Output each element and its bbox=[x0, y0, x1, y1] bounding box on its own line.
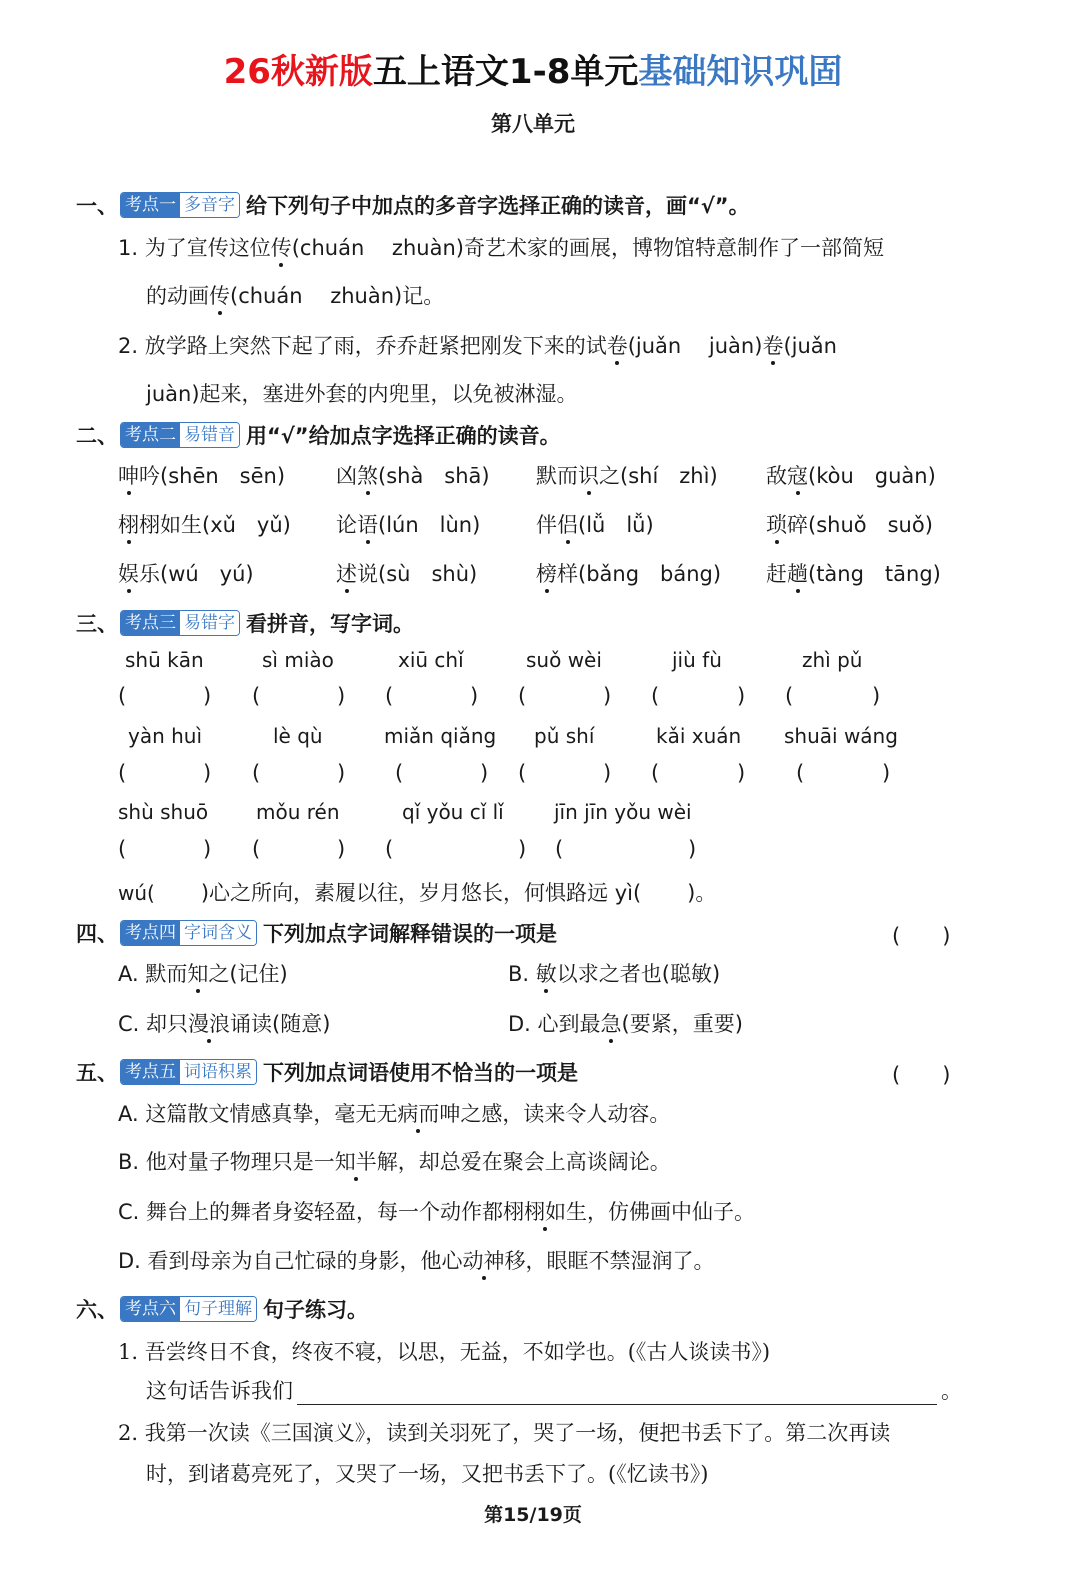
section-4-heading bbox=[76, 918, 557, 948]
s1-q2-line2: juàn)起来，塞进外套的内兜里，以免被淋湿。 bbox=[146, 382, 578, 406]
text: (kòu guàn) bbox=[808, 464, 936, 488]
answer-blank[interactable] bbox=[407, 761, 480, 789]
answer-paren-open: ( bbox=[385, 837, 394, 861]
s3-last-line bbox=[118, 877, 716, 907]
dotted-char: 娱 bbox=[118, 562, 139, 586]
pinyin-label: kǎi xuán bbox=[656, 724, 742, 748]
dotted-char: 知 bbox=[187, 962, 209, 986]
answer-paren-open: ( bbox=[651, 761, 660, 785]
badge-label: 考点一 bbox=[121, 193, 180, 217]
pinyin-label: shū kān bbox=[125, 648, 204, 672]
dotted-char: 述 bbox=[336, 562, 357, 586]
text: 样(bǎng báng) bbox=[557, 562, 722, 586]
badge-topic: 句子理解 bbox=[180, 1297, 256, 1321]
s2-item[interactable] bbox=[336, 509, 480, 539]
section-number: 四、 bbox=[76, 922, 118, 946]
answer-blank[interactable] bbox=[264, 761, 337, 789]
answer-paren-close: ) bbox=[518, 837, 527, 861]
unit-subtitle: 第八单元 bbox=[491, 112, 575, 136]
section-instruction: 给下列句子中加点的多音字选择正确的读音，画“√”。 bbox=[246, 194, 750, 218]
section-number: 五、 bbox=[76, 1061, 118, 1085]
answer-blank[interactable] bbox=[264, 684, 337, 712]
s1-q1-line1 bbox=[118, 232, 884, 262]
badge-label: 考点二 bbox=[121, 423, 180, 447]
section-number: 二、 bbox=[76, 424, 118, 448]
answer-paren-open: ( bbox=[385, 684, 394, 708]
answer-paren-open: ( bbox=[118, 761, 127, 785]
section-instruction: 用“√”给加点字选择正确的读音。 bbox=[246, 424, 561, 448]
answer-blank[interactable] bbox=[797, 684, 872, 712]
pinyin-label: suǒ wèi bbox=[526, 648, 602, 672]
pinyin-label: qǐ yǒu cǐ lǐ bbox=[402, 800, 504, 824]
s2-item[interactable] bbox=[336, 460, 490, 490]
s5-option-d[interactable] bbox=[118, 1245, 715, 1275]
page-title bbox=[0, 44, 1066, 93]
section-badge bbox=[120, 1296, 257, 1322]
answer-blank[interactable] bbox=[130, 761, 203, 789]
page-number: 第15/19页 bbox=[484, 1504, 582, 1526]
title-red-part: 26秋新版 bbox=[223, 52, 373, 92]
text: C. 舞台上的舞者身姿轻盈，每一个动作都 bbox=[118, 1200, 504, 1224]
s2-item[interactable] bbox=[766, 460, 936, 490]
text: 2. 放学路上突然下起了雨，乔乔赶紧把刚发下来的试 bbox=[118, 334, 607, 358]
section-badge bbox=[120, 1059, 257, 1085]
s6-q2-line1: 2. 我第一次读《三国演义》，读到关羽死了，哭了一场，便把书丢下了。第二次再读 bbox=[118, 1421, 891, 1445]
text: (lún lùn) bbox=[378, 513, 481, 537]
text: (juǎn bbox=[783, 334, 837, 358]
text: 1. 为了宣传这位 bbox=[118, 236, 271, 260]
text: 默而 bbox=[536, 464, 578, 488]
answer-blank[interactable] bbox=[530, 684, 603, 712]
text: 这句话告诉我们 bbox=[146, 1379, 293, 1403]
badge-topic: 易错音 bbox=[180, 423, 239, 447]
text: 论 bbox=[336, 513, 357, 537]
answer-paren-open: ( bbox=[796, 761, 805, 785]
s2-item[interactable] bbox=[336, 558, 477, 588]
text: (tàng tāng) bbox=[808, 562, 941, 586]
badge-label: 考点五 bbox=[121, 1060, 180, 1084]
text: A. 这篇散文情感真挚，毫无 bbox=[118, 1102, 377, 1126]
s4-option-a[interactable] bbox=[118, 958, 288, 988]
dotted-char: 卷 bbox=[606, 334, 628, 358]
s1-q2-line1 bbox=[118, 330, 837, 360]
badge-topic: 词语积累 bbox=[180, 1060, 256, 1084]
pinyin-label: shù shuō bbox=[118, 800, 209, 824]
dotted-char: 传 bbox=[209, 284, 230, 308]
answer-paren-open: ( bbox=[785, 684, 794, 708]
s2-item[interactable] bbox=[536, 558, 721, 588]
section-badge bbox=[120, 920, 257, 946]
s4-answer-box[interactable]: ( ) bbox=[892, 924, 951, 948]
text: D. 看到母亲为自己忙碌的身影，他 bbox=[118, 1249, 442, 1273]
s5-option-b[interactable] bbox=[118, 1146, 671, 1176]
section-number: 一、 bbox=[76, 194, 118, 218]
dotted-char: 漫浪 bbox=[188, 1012, 231, 1036]
section-instruction: 看拼音，写字词。 bbox=[246, 612, 414, 636]
pinyin-label: yàn huì bbox=[128, 724, 203, 748]
answer-blank[interactable] bbox=[264, 837, 337, 865]
dotted-char: 急 bbox=[600, 1012, 622, 1036]
s4-option-d[interactable] bbox=[508, 1008, 743, 1038]
s2-item[interactable] bbox=[766, 509, 933, 539]
answer-blank[interactable] bbox=[397, 684, 470, 712]
text: 之(shí zhì) bbox=[599, 464, 718, 488]
badge-topic: 多音字 bbox=[180, 193, 239, 217]
text: (lǚ lǚ) bbox=[578, 513, 654, 537]
answer-blank[interactable] bbox=[130, 684, 203, 712]
text: 栩如生(xǔ yǔ) bbox=[139, 513, 291, 537]
pinyin-label: lè qù bbox=[273, 724, 323, 748]
text: 之感，读来令人动容。 bbox=[460, 1102, 671, 1126]
answer-blank[interactable] bbox=[130, 837, 203, 865]
dotted-char: 煞 bbox=[357, 464, 378, 488]
pinyin-label: jīn jīn yǒu wèi bbox=[554, 800, 692, 824]
s2-item[interactable] bbox=[118, 509, 291, 539]
answer-paren-close: ) bbox=[337, 837, 346, 861]
answer-paren-open: ( bbox=[555, 837, 564, 861]
text: 说(sù shù) bbox=[357, 562, 478, 586]
text: 以求之者也(聪敏) bbox=[556, 962, 721, 986]
dotted-char: 寇 bbox=[787, 464, 808, 488]
dotted-char: 卷 bbox=[762, 334, 784, 358]
text: B. bbox=[508, 962, 536, 986]
pinyin-label: jiù fù bbox=[672, 648, 722, 672]
pinyin-label: sì miào bbox=[262, 648, 334, 672]
pinyin-label: zhì pǔ bbox=[802, 648, 863, 672]
section-5-heading bbox=[76, 1057, 578, 1087]
text: )心之所向，素履以往，岁月悠长，何惧路远 yì( bbox=[200, 881, 642, 905]
text: ，却总爱在聚会上高谈阔论。 bbox=[397, 1150, 671, 1174]
text: 吟(shēn sēn) bbox=[139, 464, 286, 488]
dotted-char: 侣 bbox=[557, 513, 578, 537]
pinyin-label: mǒu rén bbox=[256, 800, 340, 824]
answer-paren-close: ) bbox=[603, 761, 612, 785]
text: (juǎn juàn) bbox=[627, 334, 763, 358]
dotted-char: 琐 bbox=[766, 513, 787, 537]
answer-paren-close: ) bbox=[688, 837, 697, 861]
answer-blank[interactable] bbox=[567, 837, 688, 865]
answer-paren-open: ( bbox=[252, 761, 261, 785]
section-instruction: 句子练习。 bbox=[263, 1298, 368, 1322]
s4-option-b[interactable] bbox=[508, 958, 720, 988]
dotted-char: 识 bbox=[578, 464, 599, 488]
answer-paren-close: ) bbox=[337, 684, 346, 708]
answer-blank[interactable] bbox=[663, 761, 737, 789]
s5-option-a[interactable] bbox=[118, 1098, 670, 1128]
dotted-char: 敏 bbox=[535, 962, 557, 986]
text: 乐(wú yú) bbox=[139, 562, 254, 586]
section-badge bbox=[120, 422, 240, 448]
answer-paren-close: ) bbox=[872, 684, 881, 708]
answer-paren-close: ) bbox=[737, 684, 746, 708]
dotted-phrase: 心动神移 bbox=[441, 1249, 526, 1273]
text: D. 心到最 bbox=[508, 1012, 601, 1036]
answer-paren-open: ( bbox=[252, 684, 261, 708]
title-black-part: 五上语文1-8单元 bbox=[372, 52, 639, 92]
answer-line[interactable] bbox=[297, 1382, 937, 1405]
section-2-heading bbox=[76, 420, 561, 450]
answer-paren-close: ) bbox=[470, 684, 479, 708]
s2-item[interactable] bbox=[118, 558, 254, 588]
text: )。 bbox=[687, 881, 717, 905]
badge-label: 考点六 bbox=[121, 1297, 180, 1321]
badge-topic: 字词含义 bbox=[180, 921, 256, 945]
text: (chuán zhuàn)记。 bbox=[230, 284, 445, 308]
section-1-heading bbox=[76, 190, 750, 220]
s5-option-c[interactable] bbox=[118, 1196, 755, 1226]
s6-q1-fill-line bbox=[146, 1375, 962, 1405]
answer-paren-close: ) bbox=[480, 761, 489, 785]
text: 诵读(随意) bbox=[230, 1012, 331, 1036]
section-badge bbox=[120, 192, 240, 218]
answer-paren-open: ( bbox=[118, 684, 127, 708]
pinyin-label: pǔ shí bbox=[534, 724, 595, 748]
s2-item[interactable] bbox=[766, 558, 941, 588]
answer-paren-close: ) bbox=[203, 761, 212, 785]
text: 凶 bbox=[336, 464, 357, 488]
dotted-phrase: 栩栩如生 bbox=[503, 1200, 588, 1224]
answer-blank[interactable] bbox=[808, 761, 882, 789]
text: 。 bbox=[941, 1379, 962, 1403]
badge-label: 考点三 bbox=[121, 611, 180, 635]
section-instruction: 下列加点字词解释错误的一项是 bbox=[263, 922, 557, 946]
text: (shà shā) bbox=[378, 464, 490, 488]
dotted-char: 传 bbox=[270, 236, 292, 260]
s2-item[interactable] bbox=[536, 460, 718, 490]
s6-q1: 1. 吾尝终日不食，终夜不寝，以思，无益，不如学也。(《古人谈读书》) bbox=[118, 1340, 771, 1364]
answer-paren-open: ( bbox=[651, 684, 660, 708]
answer-paren-open: ( bbox=[518, 684, 527, 708]
text: A. 默而 bbox=[118, 962, 188, 986]
answer-paren-close: ) bbox=[337, 761, 346, 785]
text: 赶 bbox=[766, 562, 787, 586]
text: 碎(shuǒ suǒ) bbox=[787, 513, 933, 537]
dotted-phrase: 无病而呻 bbox=[376, 1102, 461, 1126]
text: (chuán zhuàn)奇艺术家的画展，博物馆特意制作了一部简短 bbox=[291, 236, 884, 260]
answer-paren-close: ) bbox=[882, 761, 891, 785]
text: ，仿佛画中仙子。 bbox=[587, 1200, 756, 1224]
section-number: 三、 bbox=[76, 612, 118, 636]
text: 之(记住) bbox=[208, 962, 288, 986]
text: (要紧，重要) bbox=[621, 1012, 743, 1036]
answer-blank[interactable] bbox=[663, 684, 737, 712]
pinyin-label: xiū chǐ bbox=[398, 648, 464, 672]
text: C. 却只 bbox=[118, 1012, 189, 1036]
answer-paren-open: ( bbox=[118, 837, 127, 861]
dotted-char: 趟 bbox=[787, 562, 808, 586]
answer-paren-close: ) bbox=[737, 761, 746, 785]
pinyin-label: miǎn qiǎng bbox=[384, 724, 497, 748]
section-instruction: 下列加点词语使用不恰当的一项是 bbox=[263, 1061, 578, 1085]
section-badge bbox=[120, 610, 240, 636]
answer-blank[interactable] bbox=[530, 761, 603, 789]
s1-q1-line2 bbox=[146, 280, 444, 310]
s2-item[interactable] bbox=[118, 460, 285, 490]
dotted-char: 榜 bbox=[536, 562, 557, 586]
dotted-char: 栩 bbox=[118, 513, 139, 537]
text: 敌 bbox=[766, 464, 787, 488]
text: B. 他对量子物理只是 bbox=[118, 1150, 314, 1174]
s6-q2-line2: 时，到诸葛亮死了，又哭了一场，又把书丢下了。(《忆读书》) bbox=[146, 1462, 709, 1486]
s4-option-c[interactable] bbox=[118, 1008, 330, 1038]
answer-paren-close: ) bbox=[603, 684, 612, 708]
title-blue-part: 基础知识巩固 bbox=[638, 52, 843, 92]
text: 的动画 bbox=[146, 284, 209, 308]
text: ，眼眶不禁湿润了。 bbox=[525, 1249, 715, 1273]
s5-answer-box[interactable]: ( ) bbox=[892, 1063, 951, 1087]
answer-paren-open: ( bbox=[395, 761, 404, 785]
answer-paren-open: ( bbox=[252, 837, 261, 861]
section-6-heading bbox=[76, 1294, 368, 1324]
badge-label: 考点四 bbox=[121, 921, 180, 945]
answer-paren-open: ( bbox=[518, 761, 527, 785]
answer-paren-close: ) bbox=[203, 684, 212, 708]
section-number: 六、 bbox=[76, 1298, 118, 1322]
answer-paren-close: ) bbox=[203, 837, 212, 861]
badge-topic: 易错字 bbox=[180, 611, 239, 635]
text: wú( bbox=[118, 881, 155, 905]
dotted-char: 呻 bbox=[118, 464, 139, 488]
s2-item[interactable] bbox=[536, 509, 654, 539]
section-3-heading bbox=[76, 608, 414, 638]
pinyin-label: shuāi wáng bbox=[784, 724, 898, 748]
dotted-char: 语 bbox=[357, 513, 378, 537]
dotted-phrase: 一知半解 bbox=[313, 1150, 398, 1174]
text: 伴 bbox=[536, 513, 557, 537]
answer-blank[interactable] bbox=[397, 837, 518, 865]
